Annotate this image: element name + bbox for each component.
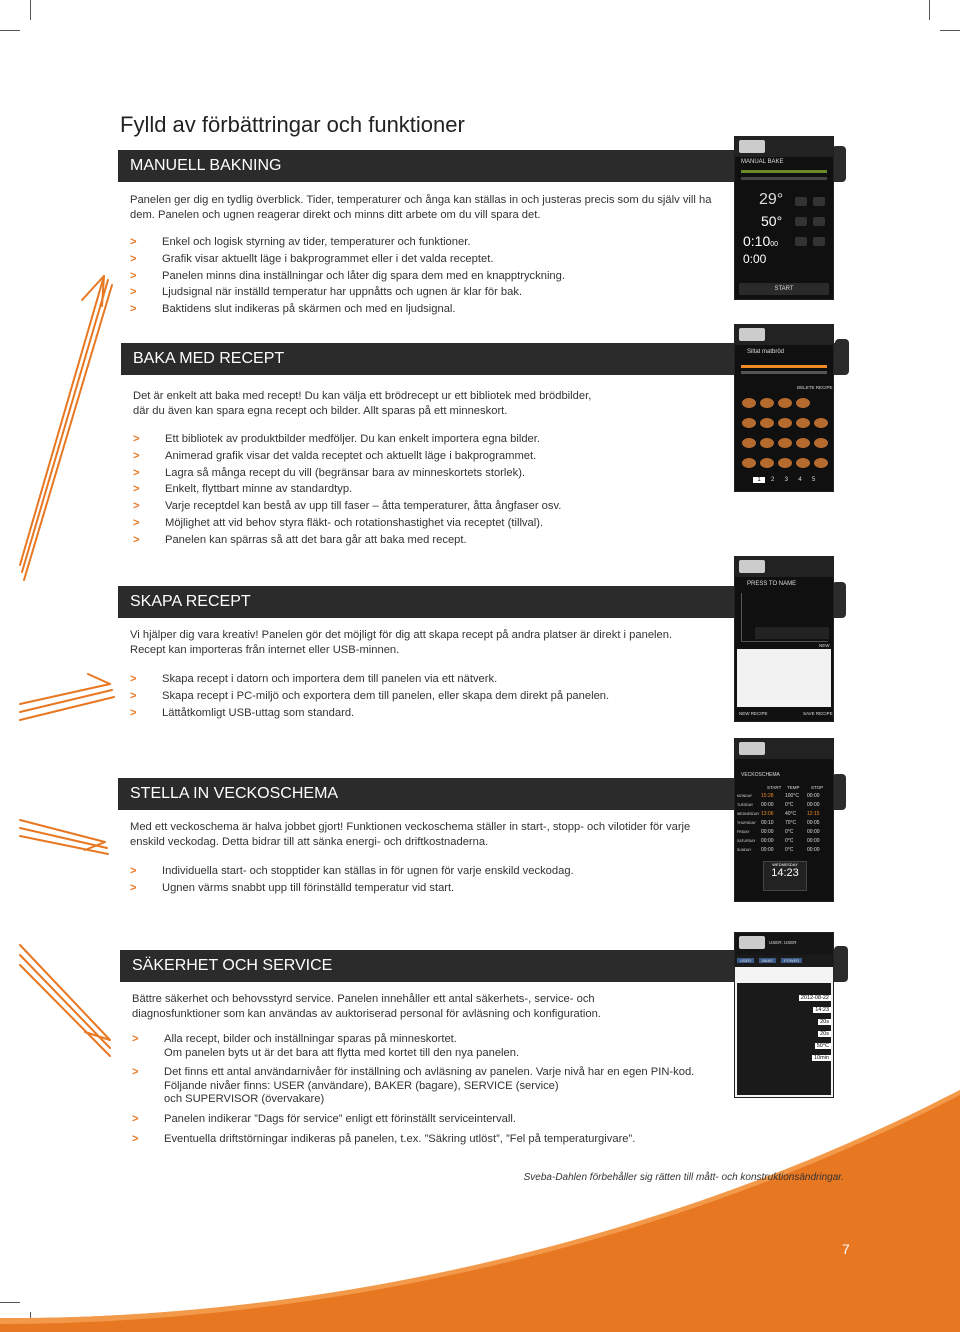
list-item: [133, 465, 733, 482]
setting-value: 10min: [814, 1055, 829, 1061]
temp-set: 50°: [761, 213, 783, 229]
service-tabs: [735, 955, 833, 967]
minus-button[interactable]: [795, 217, 807, 226]
minus-button[interactable]: [795, 237, 807, 246]
bullet-line: Följande nivåer finns: USER (användare), BAKER (bagare), SERVICE (service): [164, 1079, 559, 1092]
temp-value: 100°C: [785, 793, 799, 799]
bullet-text: Animerad grafik visar det valda receptet och aktuellt läge i bakprogrammet.: [165, 449, 537, 462]
progress-bar: [741, 177, 827, 180]
bullet-text: [164, 1133, 732, 1147]
list-item: [133, 515, 733, 532]
start-time: 15:28: [761, 793, 774, 799]
plus-button[interactable]: [813, 237, 825, 246]
intro-line: där du även kan spara egna recept och bilder. Allt sparas på ett minneskort.: [133, 404, 508, 417]
bullet-arrow-icon: >: [130, 706, 137, 719]
bullet-arrow-icon: >: [133, 500, 140, 513]
intro-line: Det är enkelt att baka med recept! Du kan välja ett brödrecept ur ett bibliotek med brödbilder,: [133, 390, 592, 402]
footer-disclaimer: Sveba-Dahlen förbehåller sig rätten till mått- och konstruktionsändringar.: [523, 1172, 844, 1183]
bullet-list: [132, 1033, 732, 1146]
list-item: [133, 498, 733, 515]
stop-time: 12:15: [807, 811, 820, 817]
section-title: BAKA MED RECEPT: [133, 350, 285, 367]
bullet-arrow-icon: >: [130, 689, 137, 702]
table-row[interactable]: [737, 819, 831, 828]
bullet-arrow-icon: >: [130, 252, 137, 265]
setting-value: 2012-08-22: [800, 995, 829, 1001]
day-label: TUESDAY: [737, 803, 754, 807]
bullet-arrow-icon: >: [132, 1112, 139, 1125]
bullet-arrow-icon: >: [132, 1066, 139, 1079]
bullet-arrow-icon: >: [130, 865, 137, 877]
table-row[interactable]: [737, 828, 831, 837]
brand-logo-icon: [739, 328, 765, 341]
screen-recipe-library: [734, 324, 834, 492]
table-row[interactable]: [737, 810, 831, 819]
screen-title: MANUAL BAKE: [741, 159, 784, 165]
screen-header: [735, 933, 833, 955]
tab-power[interactable]: POWER: [781, 958, 802, 963]
toolbar-row: [755, 627, 829, 639]
section-bar-veckoschema: [118, 778, 838, 810]
tab-bake[interactable]: BAKE: [759, 958, 776, 963]
bullet-line: och SUPERVISOR (övervakare): [164, 1093, 325, 1106]
intro-line: diagnosfunktioner som kan användas av auktoriserad personal för avläsning och konfiguration.: [132, 1007, 601, 1020]
bullet-list: [130, 234, 730, 318]
section-bar-tab: [832, 582, 846, 618]
list-item: [130, 688, 730, 705]
screen-manual-bake: [734, 136, 834, 300]
tab-user[interactable]: USER: [737, 958, 754, 963]
steam-time: 0:00: [743, 252, 767, 266]
brand-logo-icon: [739, 560, 765, 573]
screen-header: [735, 325, 833, 345]
section-intro: [132, 992, 732, 1021]
list-item: [133, 532, 733, 549]
stop-time: 00:00: [807, 829, 820, 835]
screen-create-recipe: [734, 556, 834, 722]
section-title: STELLA IN VECKOSCHEMA: [130, 785, 339, 802]
screen-header: [735, 739, 833, 759]
delete-recipe-button[interactable]: DELETE RECIPE: [797, 385, 833, 390]
bullet-text: [164, 1113, 732, 1127]
page-button[interactable]: 2: [771, 477, 775, 483]
bullet-line: Det finns ett antal användarnivåer för inställning och avläsning av panelen. Varje nivå har en egen PIN-kod.: [164, 1066, 695, 1079]
bullet-text: Varje receptdel kan bestå av upp till faser – åtta temperaturer, åtta ångfaser osv.: [165, 500, 562, 513]
start-time: 13:06: [761, 811, 774, 817]
col-header-stop: STOP: [811, 785, 824, 790]
bullet-text: Baktidens slut indikeras på skärmen och med en ljudsignal.: [162, 303, 456, 316]
list-item: [130, 284, 730, 301]
bullet-arrow-icon: >: [130, 286, 137, 299]
stop-time: 00:05: [807, 820, 820, 826]
screen-service: [734, 932, 834, 1098]
list-item: [132, 1113, 732, 1127]
setting-row[interactable]: [737, 1007, 831, 1017]
start-time: 00:00: [761, 802, 774, 808]
bullet-arrow-icon: >: [132, 1132, 139, 1145]
section-title: SÄKERHET OCH SERVICE: [132, 957, 333, 974]
bullet-arrow-icon: >: [132, 1033, 139, 1045]
schedule-title: VECKOSCHEMA: [741, 772, 780, 778]
setting-row[interactable]: [737, 983, 831, 993]
bullet-text: Ugnen värms snabbt upp till förinställd temperatur vid start.: [162, 881, 455, 894]
progress-bar: [741, 365, 827, 368]
start-time: 00:00: [761, 847, 774, 853]
progress-bar: [741, 170, 827, 173]
bullet-text: Panelen minns dina inställningar och låter dig spara dem med en knapptryckning.: [162, 269, 565, 282]
user-level: USER: USER: [769, 940, 797, 945]
day-label: WEDNESDAY: [737, 812, 760, 816]
list-item: [130, 234, 730, 251]
setting-value: 50°C: [816, 1043, 829, 1049]
bullet-text: Panelen kan spärras så att det bara går att baka med recept.: [165, 533, 467, 546]
start-time: 00:10: [761, 820, 774, 826]
bullet-text: Enkel och logisk styrning av tider, temperaturer och funktioner.: [162, 236, 471, 248]
setting-row[interactable]: [737, 1019, 831, 1029]
list-item: [132, 1033, 732, 1060]
bullet-text: [164, 1033, 732, 1060]
bullet-arrow-icon: >: [130, 269, 137, 282]
section-bar-tab: [834, 946, 848, 982]
bullet-text: Individuella start- och stopptider kan ställas in för ugnen för varje enskild veckodag.: [162, 865, 574, 877]
brand-logo-icon: [739, 140, 765, 153]
stop-time: 00:00: [807, 838, 820, 844]
bake-time-value: 0:10: [743, 233, 771, 249]
bread-image-grid: [739, 393, 829, 473]
bullet-arrow-icon: >: [133, 533, 140, 546]
list-item: [130, 301, 730, 318]
bullet-arrow-icon: >: [130, 673, 137, 685]
day-label: FRIDAY: [737, 830, 750, 834]
bullet-text: Ett bibliotek av produktbilder medföljer. Du kan enkelt importera egna bilder.: [165, 433, 540, 445]
bullet-list: [130, 863, 730, 897]
intro-line: Vi hjälper dig vara kreativ! Panelen gör det möjligt för dig att skapa recept på andra platser är direkt i panelen.: [130, 629, 673, 641]
recipe-phase-area: [737, 649, 831, 707]
intro-line: Recept kan importeras från internet eller USB-minnen.: [130, 643, 400, 656]
section-bar-tab: [832, 146, 846, 182]
intro-line: Med ett veckoschema är halva jobbet gjort! Funktionen veckoschema ställer in start-, stopp- och vilotider för varje: [130, 821, 691, 833]
day-label: SUNDAY: [737, 848, 752, 852]
page-button[interactable]: 5: [812, 477, 816, 483]
page-button[interactable]: 1: [753, 477, 765, 483]
day-label: THURSDAY: [737, 821, 756, 825]
temp-actual: 29°: [759, 191, 784, 208]
temp-value: 0°C: [785, 829, 794, 835]
bullet-list: [133, 431, 733, 549]
list-item: [130, 863, 730, 880]
day-label: SATURDAY: [737, 839, 756, 843]
page-button[interactable]: 4: [798, 477, 802, 483]
temp-value: 0°C: [785, 802, 794, 808]
bullet-text: Grafik visar aktuellt läge i bakprogrammet eller i det valda receptet.: [162, 252, 494, 265]
section-intro: Panelen ger dig en tydlig överblick. Tider, temperaturer och ånga kan ställas in och justeras precis som du själv vill ha dem. Panelen och ugnen reagerar direkt och minns ditt arbete om du vill spara det.: [130, 194, 712, 221]
temp-value: 40°C: [785, 811, 797, 817]
recipe-name: Siltat matbröd: [747, 349, 785, 355]
new-recipe-button[interactable]: NEW RECIPE: [739, 711, 768, 716]
section-title: SKAPA RECEPT: [130, 593, 251, 610]
table-row[interactable]: [737, 837, 831, 846]
start-button[interactable]: START: [739, 283, 829, 295]
table-row[interactable]: [737, 846, 831, 855]
bullet-arrow-icon: >: [133, 483, 140, 496]
plus-button[interactable]: [813, 217, 825, 226]
section-title: MANUELL BAKNING: [130, 157, 282, 174]
bullet-text: [164, 1066, 732, 1107]
setting-row[interactable]: [737, 1043, 831, 1053]
list-item: [130, 880, 730, 897]
bullet-arrow-icon: >: [133, 466, 140, 479]
minus-button[interactable]: [795, 197, 807, 206]
settings-list: [737, 983, 831, 1095]
bullet-text: Möjlighet att vid behov styra fläkt- och rotationshastighet via receptet (tillval).: [165, 516, 544, 529]
schedule-table: [737, 792, 831, 855]
current-time: 14:23: [771, 867, 799, 879]
list-item: [130, 671, 730, 688]
stop-time: 00:00: [807, 802, 820, 808]
stop-time: 00:00: [807, 847, 820, 853]
brand-logo-icon: [739, 742, 765, 755]
press-to-name-field[interactable]: PRESS TO NAME: [747, 581, 797, 587]
temp-value: 0°C: [785, 847, 794, 853]
section-intro: [130, 628, 750, 657]
col-header-start: START: [767, 785, 782, 790]
section-bar-tab: [835, 339, 849, 375]
setting-row[interactable]: [737, 1031, 831, 1041]
temp-value: 70°C: [785, 820, 797, 826]
bullet-text: Skapa recept i PC-miljö och exportera dem till panelen, eller skapa dem direkt på panelen.: [162, 689, 610, 702]
plus-button[interactable]: [813, 197, 825, 206]
bullet-arrow-icon: >: [133, 516, 140, 529]
pagination: [753, 477, 827, 487]
screen-header: [735, 137, 833, 157]
temp-value: 0°C: [785, 838, 794, 844]
start-time: 00:00: [761, 838, 774, 844]
bullet-arrow-icon: >: [133, 449, 140, 462]
screen-week-schedule: [734, 738, 834, 902]
section-bar-baka-med-recept: [121, 343, 841, 375]
section-intro: [133, 389, 733, 418]
screen-header: [735, 557, 833, 577]
bullet-list: [130, 671, 730, 721]
bullet-text: Lättåtkomligt USB-uttag som standard.: [162, 706, 355, 719]
brand-logo-icon: [739, 936, 765, 949]
bullet-text: Ljudsignal när inställd temperatur har uppnåtts och ugnen är klar för bak.: [162, 286, 523, 299]
bullet-arrow-icon: >: [130, 303, 137, 316]
setting-row[interactable]: [737, 1055, 831, 1065]
list-item: [130, 705, 730, 722]
bullet-text: Enkelt, flyttbart minne av standardtyp.: [165, 483, 353, 496]
section-intro: [130, 820, 730, 849]
setting-value: 20s: [820, 1019, 829, 1025]
bake-time-seconds: 00: [770, 241, 779, 248]
bake-time: [743, 233, 778, 249]
intro-line: Bättre säkerhet och behovsstyrd service. Panelen innehåller ett antal säkerhets-, service- och: [132, 993, 595, 1005]
section-bar-manuell-bakning: [118, 150, 838, 182]
page-title: Fylld av förbättringar och funktioner: [120, 112, 465, 137]
current-day-panel: [763, 861, 807, 891]
bullet-line: Om panelen byts ut är det bara att flytta med kortet till den nya panelen.: [164, 1046, 520, 1059]
bullet-line: Eventuella driftstörningar indikeras på panelen, t.ex. ”Säkring utlöst”, ”Fel på temperaturgivare”.: [164, 1132, 636, 1145]
progress-bar: [741, 371, 827, 374]
list-item: [130, 251, 730, 268]
list-item: [130, 268, 730, 285]
bullet-line: Alla recept, bilder och inställningar sparas på minneskortet.: [164, 1033, 457, 1045]
bullet-text: Skapa recept i datorn och importera dem till panelen via ett nätverk.: [162, 673, 498, 685]
day-label: MONDAY: [737, 794, 753, 798]
list-item: [133, 481, 733, 498]
table-row[interactable]: [737, 792, 831, 801]
current-day: WEDNESDAY: [772, 862, 798, 867]
table-row[interactable]: [737, 801, 831, 810]
bullet-arrow-icon: >: [133, 433, 140, 445]
intro-line: enskild veckodag. Detta bidrar till att sänka energi- och driftkostnaderna.: [130, 835, 489, 848]
list-item: [133, 431, 733, 448]
section-bar-sakerhet-och-service: [120, 950, 840, 982]
new-label: NEW: [819, 643, 830, 648]
save-recipe-button[interactable]: SAVE RECIPE: [803, 711, 833, 716]
bullet-text: Lagra så många recept du vill (begränsar bara av minneskortets storlek).: [165, 466, 526, 479]
setting-row[interactable]: [737, 995, 831, 1005]
start-time: 00:00: [761, 829, 774, 835]
section-bar-skapa-recept: [118, 586, 838, 618]
section-bar-tab: [832, 774, 846, 810]
setting-value: 14:23: [815, 1007, 829, 1013]
bullet-arrow-icon: >: [130, 236, 137, 248]
bullet-line: Panelen indikerar ”Dags för service” enligt ett förinställt serviceintervall.: [164, 1112, 516, 1125]
bullet-arrow-icon: >: [130, 881, 137, 894]
list-item: [132, 1133, 732, 1147]
setting-value: 20s: [820, 1031, 829, 1037]
stop-time: 00:00: [807, 793, 820, 799]
col-header-temp: TEMP: [787, 785, 800, 790]
list-item: [133, 448, 733, 465]
page-button[interactable]: 3: [784, 477, 789, 483]
page-number: 7: [842, 1241, 850, 1257]
list-item: [132, 1066, 732, 1107]
